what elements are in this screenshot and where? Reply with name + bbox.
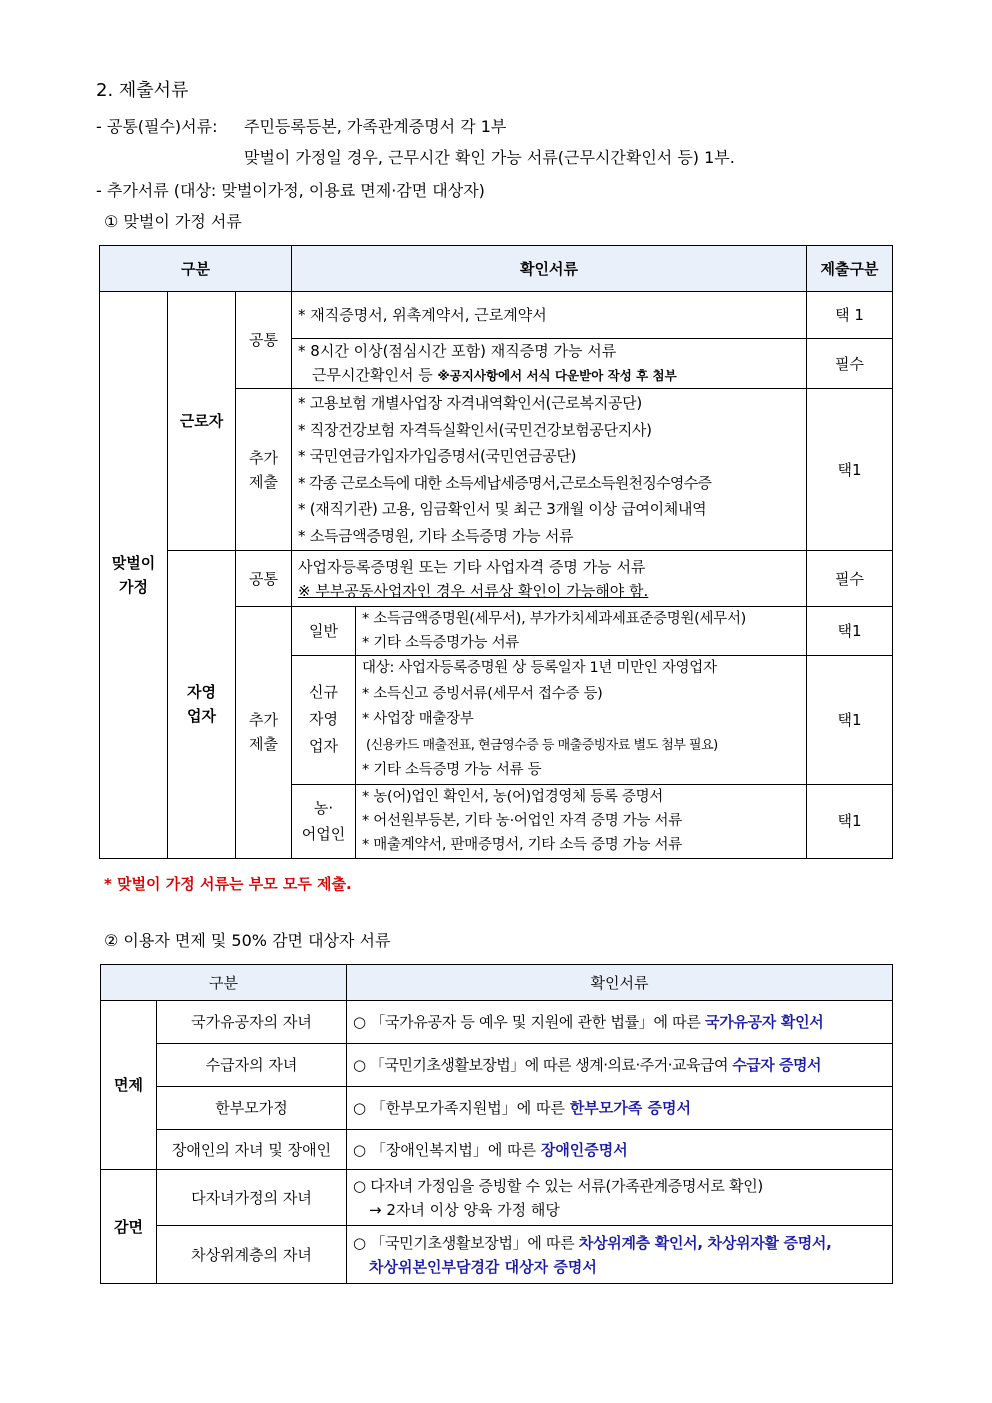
t1-worker-extra-doc: * (재직기관) 고용, 임금확인서 및 최근 3개월 이상 급여이체내역	[298, 500, 707, 518]
t2-doc-name: 장애인증명서	[540, 1140, 628, 1159]
t2-target: 국가유공자의 자녀	[157, 1001, 347, 1044]
common-docs-line1: 주민등록등본, 가족관계증명서 각 1부	[244, 117, 507, 136]
t2-target: 수급자의 자녀	[157, 1044, 347, 1087]
t1-self-general-submit: 택1	[807, 607, 893, 656]
t1-self-general-doc: * 기타 소득증명가능 서류	[362, 635, 519, 651]
t1-worker-r2-docs	[292, 339, 807, 389]
t2-reduce-label: 감면	[101, 1170, 157, 1284]
t2-exempt-label: 면제	[101, 1001, 157, 1170]
t1-worker-r2-submit: 필수	[807, 339, 893, 389]
t2-doc-cell	[347, 1130, 893, 1170]
t1-self-farm-doc: * 농(어)업인 확인서, 농(어)업경영체 등록 증명서	[362, 789, 663, 805]
t2-doc-prefix: ○ 「장애인복지법」에 따른	[353, 1140, 541, 1159]
t1-worker-extra-doc: * 소득금액증명원, 기타 소득증명 가능 서류	[298, 526, 574, 545]
t1-self-common-docs	[292, 551, 807, 607]
t2-doc-prefix: ○ 「국민기초생활보장법」에 따른 생계·의료·주거·교육급여	[353, 1056, 733, 1074]
t1-self-common-line1: 사업자등록증명원 또는 기타 사업자격 증명 가능 서류	[298, 557, 646, 576]
t1-self-farm-docs	[356, 784, 807, 858]
t1-self-new-doc: (신용카드 매출전표, 현금영수증 등 매출증빙자료 별도 첨부 필요)	[366, 737, 718, 753]
t1-self-new-docs	[356, 656, 807, 785]
t1-header-submit: 제출구분	[807, 246, 893, 292]
t1-self-new-doc: * 기타 소득증명 가능 서류 등	[362, 762, 542, 778]
t2-doc-name: 국가유공자 확인서	[705, 1013, 824, 1031]
t2-doc-cell	[347, 1170, 893, 1226]
t1-worker-extra-doc: * 고용보험 개별사업장 자격내역확인서(근로복지공단)	[298, 394, 642, 412]
t1-self-farm-doc: * 어선원부등본, 기타 농·어업인 자격 증명 가능 서류	[362, 813, 682, 829]
subsection-title-2: ② 이용자 면제 및 50% 감면 대상자 서류	[104, 931, 391, 950]
t1-self-common-label: 공통	[236, 551, 292, 607]
t2-multi-line2: → 2자녀 이상 양육 가정 해당	[369, 1200, 560, 1219]
t1-header-docs: 확인서류	[292, 246, 807, 292]
t1-self-farm-doc: * 매출계약서, 판매증명서, 기타 소득 증명 가능 서류	[362, 837, 682, 853]
t1-self-new-doc: * 사업장 매출장부	[362, 711, 474, 727]
common-docs-line2: 맞벌이 가정일 경우, 근무시간 확인 가능 서류(근무시간확인서 등) 1부.	[244, 148, 735, 167]
t1-worker-r1-docs: * 재직증명서, 위촉계약서, 근로계약서	[292, 292, 807, 339]
t1-worker-extra-label: 추가 제출	[236, 389, 292, 551]
t2-target: 다자녀가정의 자녀	[157, 1170, 347, 1226]
t1-worker-extra-doc: * 직장건강보험 자격득실확인서(국민건강보험공단지사)	[298, 420, 652, 439]
t1-worker-label: 근로자	[168, 292, 236, 551]
t1-worker-extra-submit: 택1	[807, 389, 893, 551]
section-title: 2. 제출서류	[96, 80, 189, 101]
t1-self-farm-label: 농· 어업인	[292, 784, 356, 858]
t2-target: 한부모가정	[157, 1087, 347, 1130]
exemption-table	[100, 964, 893, 1284]
t2-doc-cell	[347, 1087, 893, 1130]
t1-group-dual-income: 맞벌이 가정	[100, 292, 168, 859]
t1-worker-extra-doc: * 각종 근로소득에 대한 소득세납세증명서,근로소득원천징수영수증	[298, 473, 712, 492]
subsection-title-1: ① 맞벌이 가정 서류	[104, 212, 242, 231]
t1-worker-r1-submit: 택 1	[807, 292, 893, 339]
t1-self-general-doc: * 소득금액증명원(세무서), 부가가치세과세표준증명원(세무서)	[362, 611, 747, 627]
t2-header-docs: 확인서류	[347, 965, 893, 1001]
t2-doc-prefix: ○ 「한부모가족지원법」에 따른	[353, 1099, 570, 1117]
common-docs-label: - 공통(필수)서류:	[96, 117, 218, 136]
t1-self-common-line2: ※ 부부공동사업자인 경우 서류상 확인이 가능해야 함.	[298, 581, 649, 600]
t1-self-new-doc: 대상: 사업자등록증명원 상 등록일자 1년 미만인 자영업자	[362, 660, 717, 676]
t1-self-general-docs	[356, 607, 807, 656]
t1-worker-r2-line1: * 8시간 이상(점심시간 포함) 재직증명 가능 서류	[298, 342, 617, 360]
t2-doc-prefix: ○ 「국민기초생활보장법」에 따른	[353, 1233, 579, 1252]
t2-header-category: 구분	[101, 965, 347, 1001]
t1-header-category: 구분	[100, 246, 292, 292]
t1-self-extra-label: 추가 제출	[236, 607, 292, 859]
t1-self-farm-submit: 택1	[807, 784, 893, 858]
t1-worker-r2-note: ※공지사항에서 서식 다운받아 작성 후 첨부	[437, 368, 677, 383]
t2-doc-name: 수급자 증명서	[732, 1056, 821, 1074]
t2-doc-name: 차상위본인부담경감 대상자 증명서	[369, 1257, 597, 1276]
t2-doc-cell	[347, 1226, 893, 1284]
t2-target: 차상위계층의 자녀	[157, 1226, 347, 1284]
t2-doc-cell	[347, 1001, 893, 1044]
t2-doc-cell	[347, 1044, 893, 1087]
additional-docs-line: - 추가서류 (대상: 맞벌이가정, 이용료 면제·감면 대상자)	[96, 181, 485, 200]
t1-worker-common-label: 공통	[236, 292, 292, 389]
dual-income-table	[99, 245, 893, 859]
t2-target: 장애인의 자녀 및 장애인	[157, 1130, 347, 1170]
t1-self-common-submit: 필수	[807, 551, 893, 607]
t1-self-new-submit: 택1	[807, 656, 893, 785]
t1-self-new-label: 신규 자영 업자	[292, 656, 356, 785]
t2-doc-name: 한부모가족 증명서	[569, 1099, 691, 1117]
t1-worker-extra-docs	[292, 389, 807, 551]
dual-income-note: * 맞벌이 가정 서류는 부모 모두 제출.	[104, 875, 352, 893]
t1-self-general-label: 일반	[292, 607, 356, 656]
t1-worker-extra-doc: * 국민연금가입자가입증명서(국민연금공단)	[298, 447, 577, 465]
t2-multi-line1: ○ 다자녀 가정임을 증빙할 수 있는 서류(가족관계증명서로 확인)	[353, 1176, 763, 1195]
t1-worker-r2-line2a: 근무시간확인서 등	[312, 366, 433, 384]
t2-doc-name: 차상위계층 확인서, 차상위자활 증명서,	[578, 1233, 832, 1252]
t2-doc-prefix: ○ 「국가유공자 등 예우 및 지원에 관한 법률」에 따른	[353, 1013, 706, 1031]
t1-self-new-doc: * 소득신고 증빙서류(세무서 접수증 등)	[362, 685, 603, 702]
t1-self-label: 자영 업자	[168, 551, 236, 859]
